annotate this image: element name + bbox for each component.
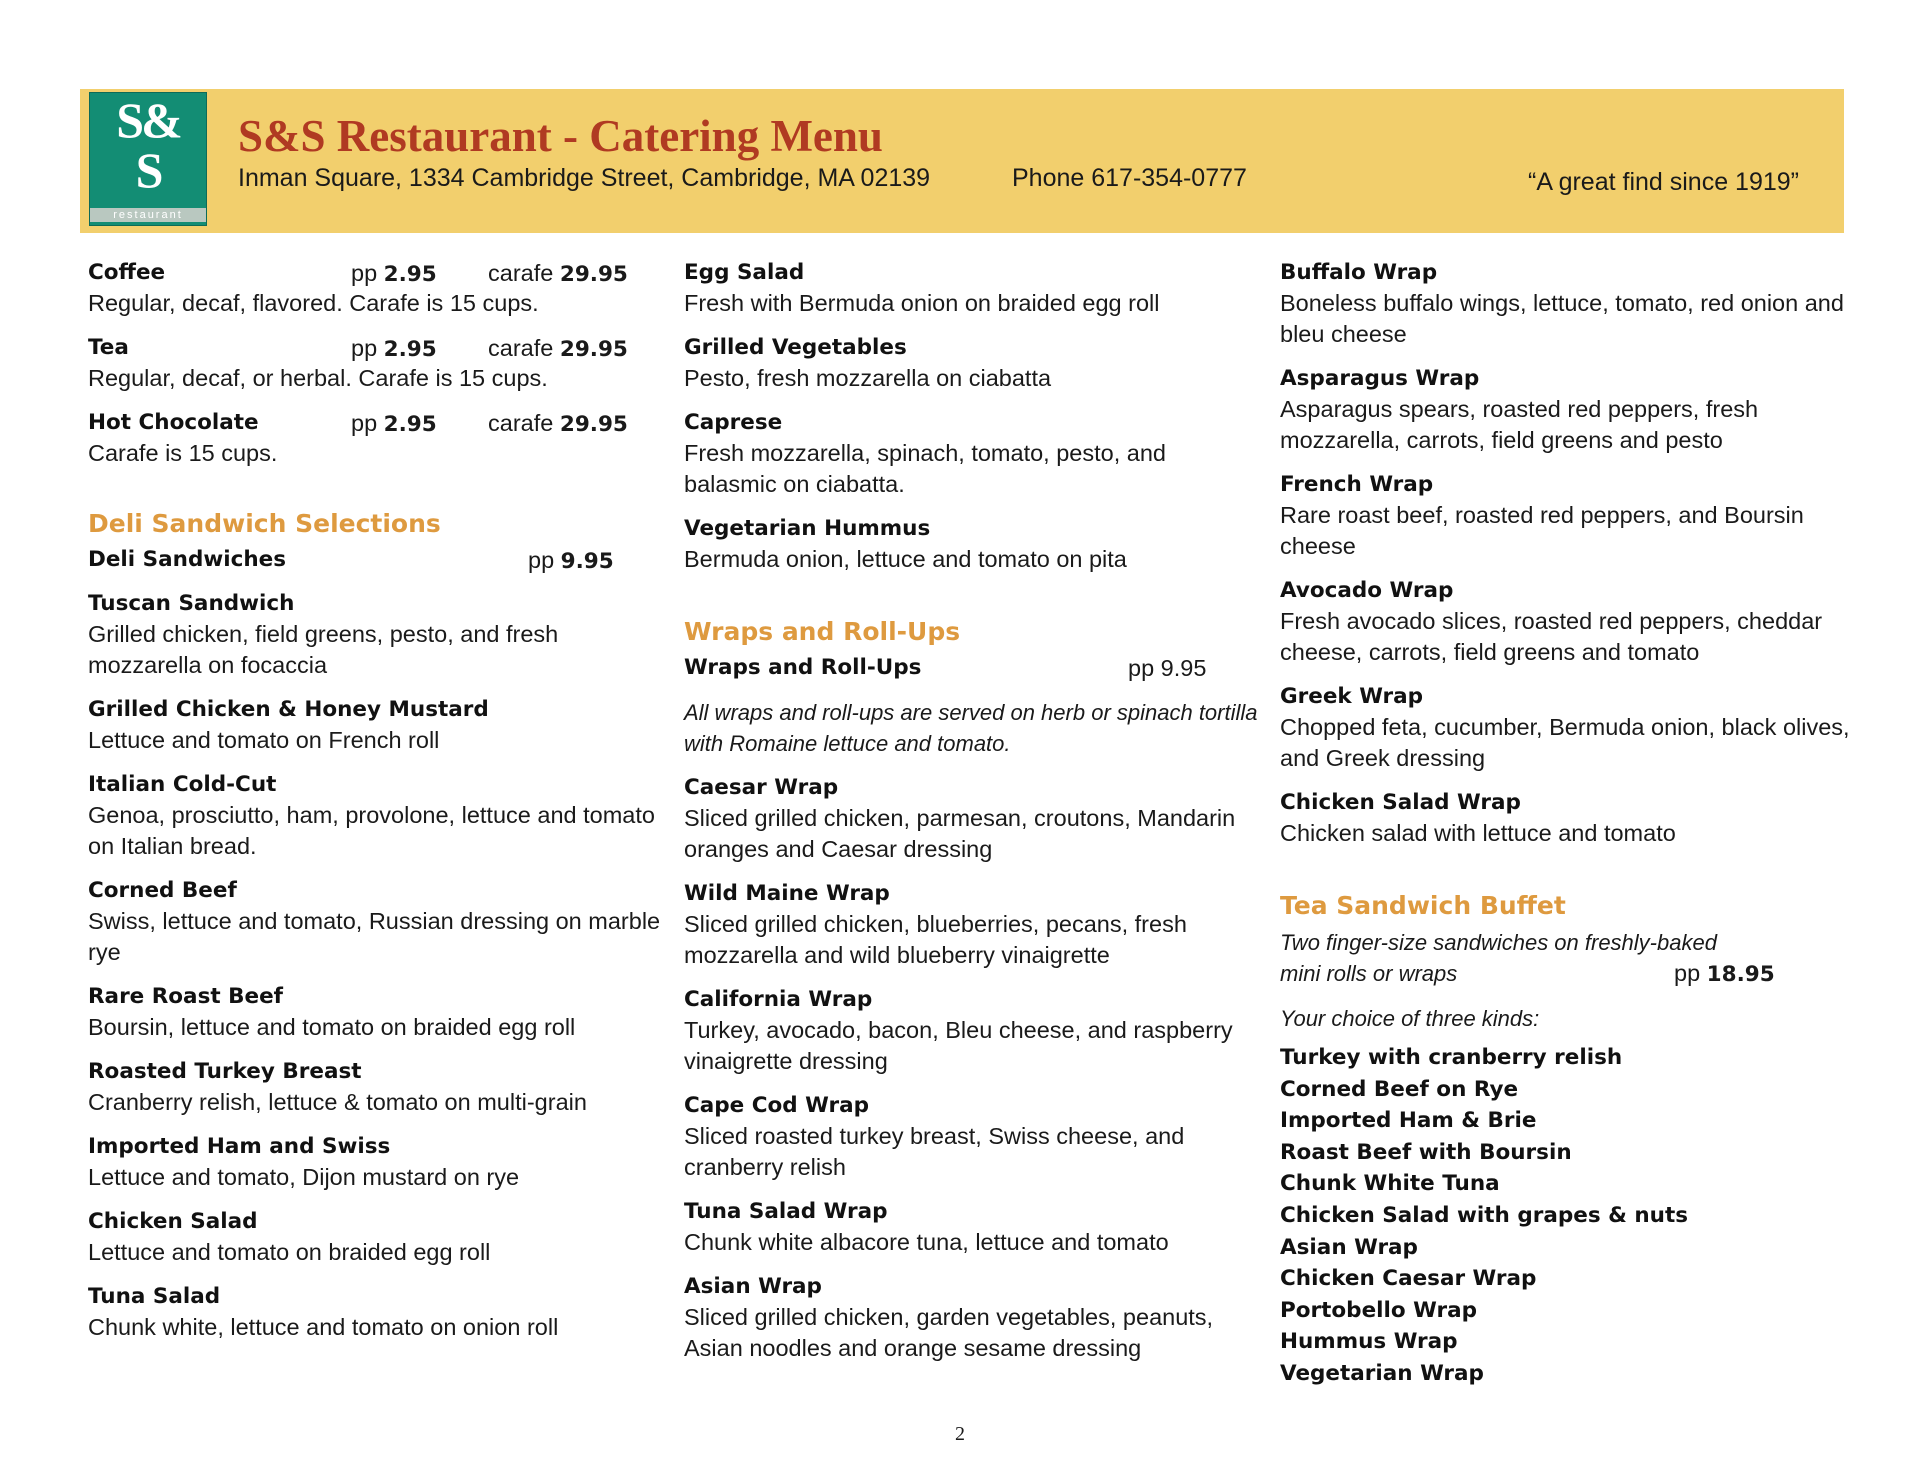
item-description: Asparagus spears, roasted red peppers, fresh mozzarella, carrots, field greens and pesto [1280, 396, 1759, 453]
item-description: Regular, decaf, flavored. Carafe is 15 cups. [88, 290, 539, 316]
list-item: Roast Beef with Boursin [1280, 1139, 1572, 1165]
list-item [88, 1207, 668, 1268]
list-item: Chicken Caesar Wrap [1280, 1266, 1537, 1292]
item-description: Swiss, lettuce and tomato, Russian dressing on marble rye [88, 908, 661, 965]
item-name: Imported Ham and Swiss [88, 1134, 391, 1159]
item-name: Vegetarian Hummus [684, 516, 931, 541]
list-item: Hummus Wrap [1280, 1329, 1458, 1355]
item-name: Tea [88, 335, 129, 360]
list-item [88, 589, 668, 681]
item-name: Caesar Wrap [684, 775, 839, 800]
tea-buffet-desc-line1: Two finger-size sandwiches on freshly-baked [1280, 930, 1717, 955]
item-description: Carafe is 15 cups. [88, 440, 278, 466]
item-description: Regular, decaf, or herbal. Carafe is 15 cups. [88, 365, 548, 391]
list-item: Imported Ham & Brie [1280, 1108, 1537, 1134]
list-item: Corned Beef on Rye [1280, 1076, 1519, 1102]
item-name: California Wrap [684, 987, 873, 1012]
item-name: Asparagus Wrap [1280, 366, 1480, 391]
item-description: Fresh with Bermuda onion on braided egg roll [684, 290, 1160, 316]
item-name: Grilled Vegetables [684, 335, 907, 360]
list-item: Chunk White Tuna [1280, 1171, 1500, 1197]
item-description: Boursin, lettuce and tomato on braided egg roll [88, 1014, 576, 1040]
list-item [88, 1132, 668, 1193]
item-name: Hot Chocolate [88, 410, 259, 435]
list-item [684, 333, 1264, 394]
pp-price: pp 9.95 [528, 547, 614, 574]
list-item [684, 985, 1264, 1077]
item-description: Lettuce and tomato on braided egg roll [88, 1239, 491, 1265]
logo-text: S& S [116, 92, 180, 198]
deli-summary-row [88, 545, 668, 575]
item-description: Sliced grilled chicken, parmesan, croutons, Mandarin oranges and Caesar dressing [684, 805, 1236, 862]
item-description: Sliced grilled chicken, garden vegetables, peanuts, Asian noodles and orange sesame dressing [684, 1304, 1214, 1361]
item-name: Corned Beef [88, 878, 237, 903]
item-name: Buffalo Wrap [1280, 260, 1438, 285]
item-name: Wild Maine Wrap [684, 881, 890, 906]
item-name: French Wrap [1280, 472, 1434, 497]
tea-buffet-description [1280, 927, 1860, 989]
section-heading-tea-buffet: Tea Sandwich Buffet [1280, 891, 1566, 920]
section-heading-wraps: Wraps and Roll-Ups [684, 617, 961, 646]
list-item [1280, 682, 1860, 774]
beverage-item-coffee [88, 258, 668, 319]
list-item [88, 1057, 668, 1118]
item-description: Cranberry relish, lettuce & tomato on multi-grain [88, 1089, 587, 1115]
list-item: Portobello Wrap [1280, 1297, 1477, 1323]
header-banner [80, 89, 1844, 233]
item-name: Italian Cold-Cut [88, 772, 277, 797]
item-name: Coffee [88, 260, 166, 285]
item-name: Cape Cod Wrap [684, 1093, 870, 1118]
pp-price: pp 2.95 [351, 410, 437, 437]
deli-list-col2 [684, 258, 1264, 575]
item-description: Chunk white, lettuce and tomato on onion roll [88, 1314, 559, 1340]
item-name: Caprese [684, 410, 783, 435]
beverage-item-hot-chocolate [88, 408, 668, 469]
item-name: Asian Wrap [684, 1274, 822, 1299]
tea-sandwich-kinds-list [1280, 1042, 1860, 1390]
item-name: Tuna Salad [88, 1284, 221, 1309]
item-name: Tuscan Sandwich [88, 591, 295, 616]
menu-column-1 [88, 258, 668, 1357]
item-description: Grilled chicken, field greens, pesto, and fresh mozzarella on focaccia [88, 621, 559, 678]
carafe-price: carafe 29.95 [488, 260, 628, 287]
wraps-summary-row [684, 653, 1264, 683]
item-name: Chicken Salad [88, 1209, 258, 1234]
section-heading-deli: Deli Sandwich Selections [88, 509, 441, 538]
list-item [684, 879, 1264, 971]
item-name: Greek Wrap [1280, 684, 1424, 709]
menu-column-2 [684, 258, 1264, 1378]
list-item [684, 1197, 1264, 1258]
page-title: S&S Restaurant - Catering Menu [238, 111, 883, 161]
item-name: Wraps and Roll-Ups [684, 655, 922, 680]
list-item [684, 1091, 1264, 1183]
item-name: Rare Roast Beef [88, 984, 284, 1009]
item-name: Grilled Chicken & Honey Mustard [88, 697, 489, 722]
list-item [684, 1272, 1264, 1364]
list-item [684, 773, 1264, 865]
item-description: Rare roast beef, roasted red peppers, and Boursin cheese [1280, 502, 1804, 559]
list-item [88, 770, 668, 862]
list-item: Turkey with cranberry relish [1280, 1045, 1623, 1070]
list-item: Asian Wrap [1280, 1234, 1418, 1260]
tea-buffet-choice-note: Your choice of three kinds: [1280, 1006, 1540, 1031]
pp-price: pp 18.95 [1674, 960, 1775, 987]
item-description: Chopped feta, cucumber, Bermuda onion, black olives, and Greek dressing [1280, 714, 1850, 771]
logo-subtext: restaurant [90, 208, 206, 222]
wraps-list-col3 [1280, 258, 1860, 849]
restaurant-address: Inman Square, 1334 Cambridge Street, Cambridge, MA 02139 [238, 164, 931, 192]
restaurant-logo [89, 92, 207, 226]
item-description: Lettuce and tomato, Dijon mustard on rye [88, 1164, 520, 1190]
pp-price: pp 2.95 [351, 260, 437, 287]
list-item [1280, 364, 1860, 456]
item-description: Boneless buffalo wings, lettuce, tomato, red onion and bleu cheese [1280, 290, 1844, 347]
beverage-item-tea [88, 333, 668, 394]
carafe-price: carafe 29.95 [488, 335, 628, 362]
wraps-list-col2 [684, 773, 1264, 1364]
item-description: Chicken salad with lettuce and tomato [1280, 820, 1676, 846]
wraps-note: All wraps and roll-ups are served on herb or spinach tortilla with Romaine lettuce and tomato. [684, 700, 1258, 756]
list-item [1280, 470, 1860, 562]
tea-buffet-desc-line2: mini rolls or wraps [1280, 961, 1458, 986]
item-description: Fresh avocado slices, roasted red peppers, cheddar cheese, carrots, field greens and tomato [1280, 608, 1823, 665]
list-item [88, 695, 668, 756]
list-item [1280, 258, 1860, 350]
deli-list-col1 [88, 589, 668, 1343]
pp-price: pp 2.95 [351, 335, 437, 362]
pp-price: pp 9.95 [1128, 655, 1207, 681]
item-description: Chunk white albacore tuna, lettuce and tomato [684, 1229, 1169, 1255]
list-item [88, 982, 668, 1043]
list-item [684, 514, 1264, 575]
item-description: Pesto, fresh mozzarella on ciabatta [684, 365, 1052, 391]
restaurant-tagline: “A great find since 1919” [1528, 168, 1799, 196]
item-description: Lettuce and tomato on French roll [88, 727, 440, 753]
item-name: Egg Salad [684, 260, 805, 285]
carafe-price: carafe 29.95 [488, 410, 628, 437]
item-description: Sliced grilled chicken, blueberries, pecans, fresh mozzarella and wild blueberry vinaigrette [684, 911, 1187, 968]
item-name: Tuna Salad Wrap [684, 1199, 888, 1224]
item-description: Bermuda onion, lettuce and tomato on pita [684, 546, 1127, 572]
list-item [684, 408, 1264, 500]
restaurant-phone: Phone 617-354-0777 [1012, 164, 1247, 192]
page-number: 2 [955, 1423, 965, 1445]
menu-column-3 [1280, 258, 1860, 1390]
item-name: Chicken Salad Wrap [1280, 790, 1521, 815]
item-name: Avocado Wrap [1280, 578, 1454, 603]
list-item [88, 1282, 668, 1343]
item-name: Deli Sandwiches [88, 547, 287, 572]
item-description: Sliced roasted turkey breast, Swiss cheese, and cranberry relish [684, 1123, 1185, 1180]
list-item [1280, 576, 1860, 668]
item-description: Turkey, avocado, bacon, Bleu cheese, and raspberry vinaigrette dressing [684, 1017, 1233, 1074]
item-name: Roasted Turkey Breast [88, 1059, 362, 1084]
item-description: Genoa, prosciutto, ham, provolone, lettuce and tomato on Italian bread. [88, 802, 655, 859]
list-item: Vegetarian Wrap [1280, 1360, 1484, 1386]
list-item [88, 876, 668, 968]
list-item: Chicken Salad with grapes & nuts [1280, 1202, 1689, 1228]
list-item [684, 258, 1264, 319]
item-description: Fresh mozzarella, spinach, tomato, pesto, and balasmic on ciabatta. [684, 440, 1166, 497]
list-item [1280, 788, 1860, 849]
